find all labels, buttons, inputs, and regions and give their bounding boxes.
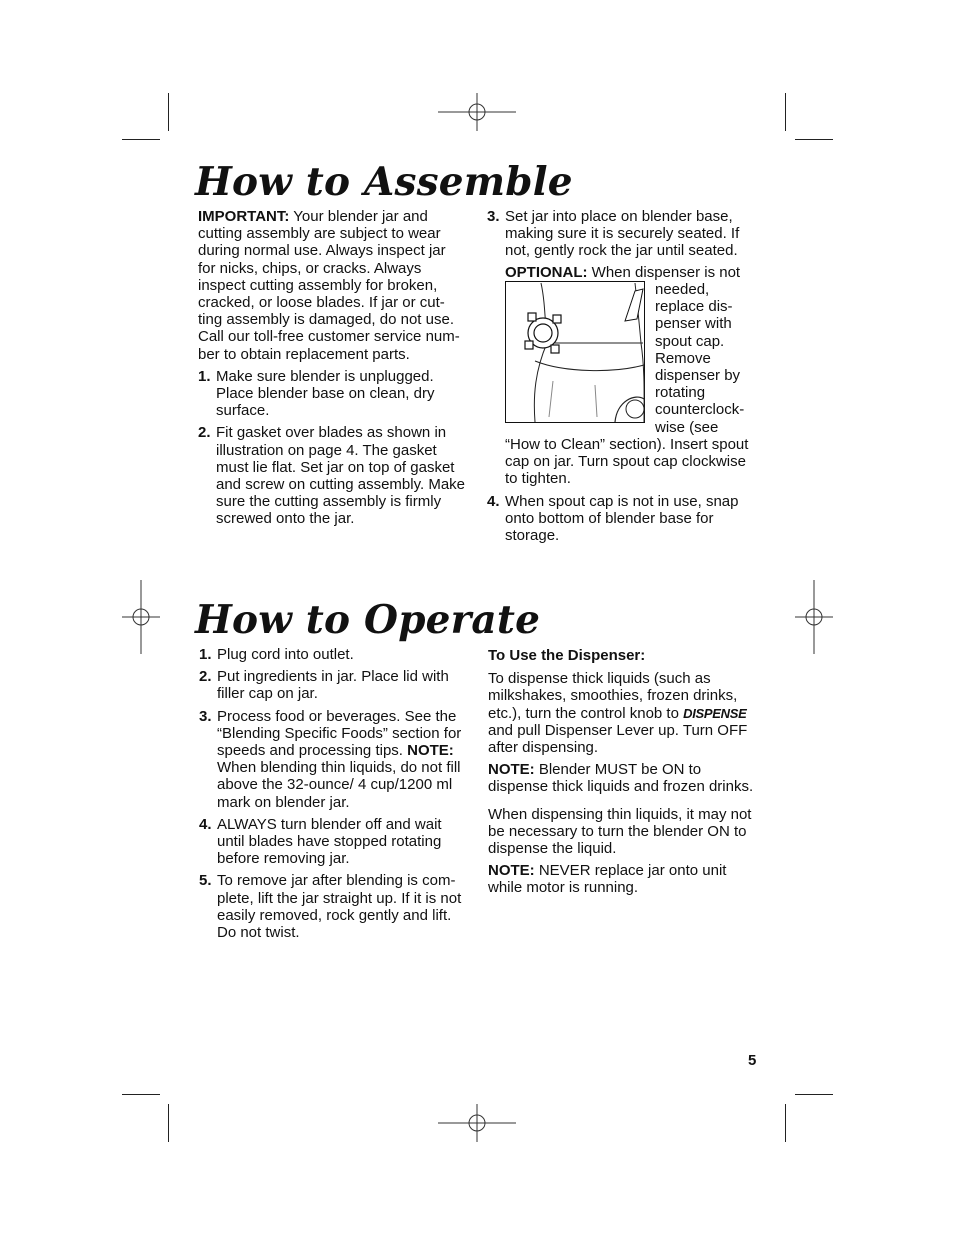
assemble-steps-list-right (487, 208, 755, 260)
list-item: 1. Make sure blender is unplugged. Place blender base on clean, dry surface. (198, 367, 435, 420)
registration-mark-icon (795, 580, 833, 654)
crop-mark (795, 139, 833, 140)
note-paragraph: NOTE: NEVER replace jar onto unit while motor is running. (488, 862, 727, 897)
operate-right-column (488, 647, 756, 902)
crop-mark (122, 1094, 160, 1095)
crop-mark (795, 1094, 833, 1095)
important-label: IMPORTANT: (198, 208, 290, 225)
list-item: 3. Process food or beverages. See the “Blending Specific Foods” section for speeds and processing tips. NOTE: When blending thin liquids, do not fill above the 32-ounce/ 4 cup/1200 ml mark on blender jar. (199, 707, 462, 811)
list-item: 1. Plug cord into outlet. (199, 646, 354, 663)
note-label: NOTE: (407, 742, 454, 760)
list-item: 4. ALWAYS turn blender off and wait until blades have stopped rotating before removing jar. (199, 815, 442, 868)
operate-left-column (199, 646, 469, 946)
spout-cap-illustration (505, 281, 645, 423)
operate-steps-list (199, 646, 469, 941)
page-number: 5 (748, 1052, 757, 1069)
list-item: 5. To remove jar after blending is com-plete, lift the jar straight up. If it is not easily removed, rock gently and lift. Do not twist. (199, 872, 462, 942)
list-item: 2. Fit gasket over blades as shown in illustration on page 4. The gasket must lie flat. Set jar on top of gasket and screw on cutting assembly. Make sure the cutting assembly is firmly screwed onto the jar. (198, 424, 466, 528)
list-item: 4. When spout cap is not in use, snap onto bottom of blender base for storage. (487, 492, 739, 545)
crop-mark (785, 93, 786, 131)
optional-rest: “How to Clean” section). Insert spout cap on jar. Turn spout cap clockwise to tighten. 4. When spout cap is not in use, snap onto bottom of blender base for storage. (505, 436, 755, 549)
thin-liquids-paragraph: When dispensing thin liquids, it may not be necessary to turn the blender ON to dispense the liquid. (488, 805, 752, 858)
optional-wrap-lines: needed, replace dis- penser with spout cap. Remove dispenser by rotating counterclock- wise (see (655, 281, 745, 436)
crop-mark (122, 139, 160, 140)
assemble-title: How to Assemble (195, 159, 573, 205)
optional-label: OPTIONAL: (505, 264, 588, 281)
important-text: Your blender jar and cutting assembly are subject to wear during normal use. Always inspect jar for nicks, chips, or cracks. Always inspect cutting assembly for broken, cracked, or loose blades. If jar or cut-ting assembly is damaged, do not use. Call our toll-free customer service num-ber to obtain replacement parts. (198, 208, 460, 363)
optional-lines: OPTIONAL: When dispenser is not (505, 264, 741, 281)
important-paragraph (198, 208, 466, 363)
list-item: 3. Set jar into place on blender base, making sure it is securely seated. If not, gently rock the jar until seated. (487, 208, 740, 260)
registration-mark-icon (438, 1104, 516, 1142)
registration-mark-icon (122, 580, 160, 654)
crop-mark (168, 93, 169, 131)
dispense-setting-label: DISPENSE (683, 705, 747, 721)
assemble-step-4 (487, 493, 755, 545)
dispenser-intro: To dispense thick liquids (such as milkshakes, smoothies, frozen drinks, etc.), turn the control knob to DISPENSE and pull Dispenser Lever up. Turn OFF after dispensing. (488, 670, 748, 757)
assemble-steps-list (198, 368, 466, 528)
note-paragraph: NOTE: Blender MUST be ON to dispense thick liquids and frozen drinks. (488, 761, 754, 796)
crop-mark (785, 1104, 786, 1142)
list-item: 2. Put ingredients in jar. Place lid with filler cap on jar. (199, 668, 449, 703)
operate-title: How to Operate (195, 597, 541, 643)
dispenser-heading: To Use the Dispenser: (488, 647, 646, 664)
crop-mark (168, 1104, 169, 1142)
assemble-left-column (198, 208, 466, 533)
registration-mark-icon (438, 93, 516, 131)
